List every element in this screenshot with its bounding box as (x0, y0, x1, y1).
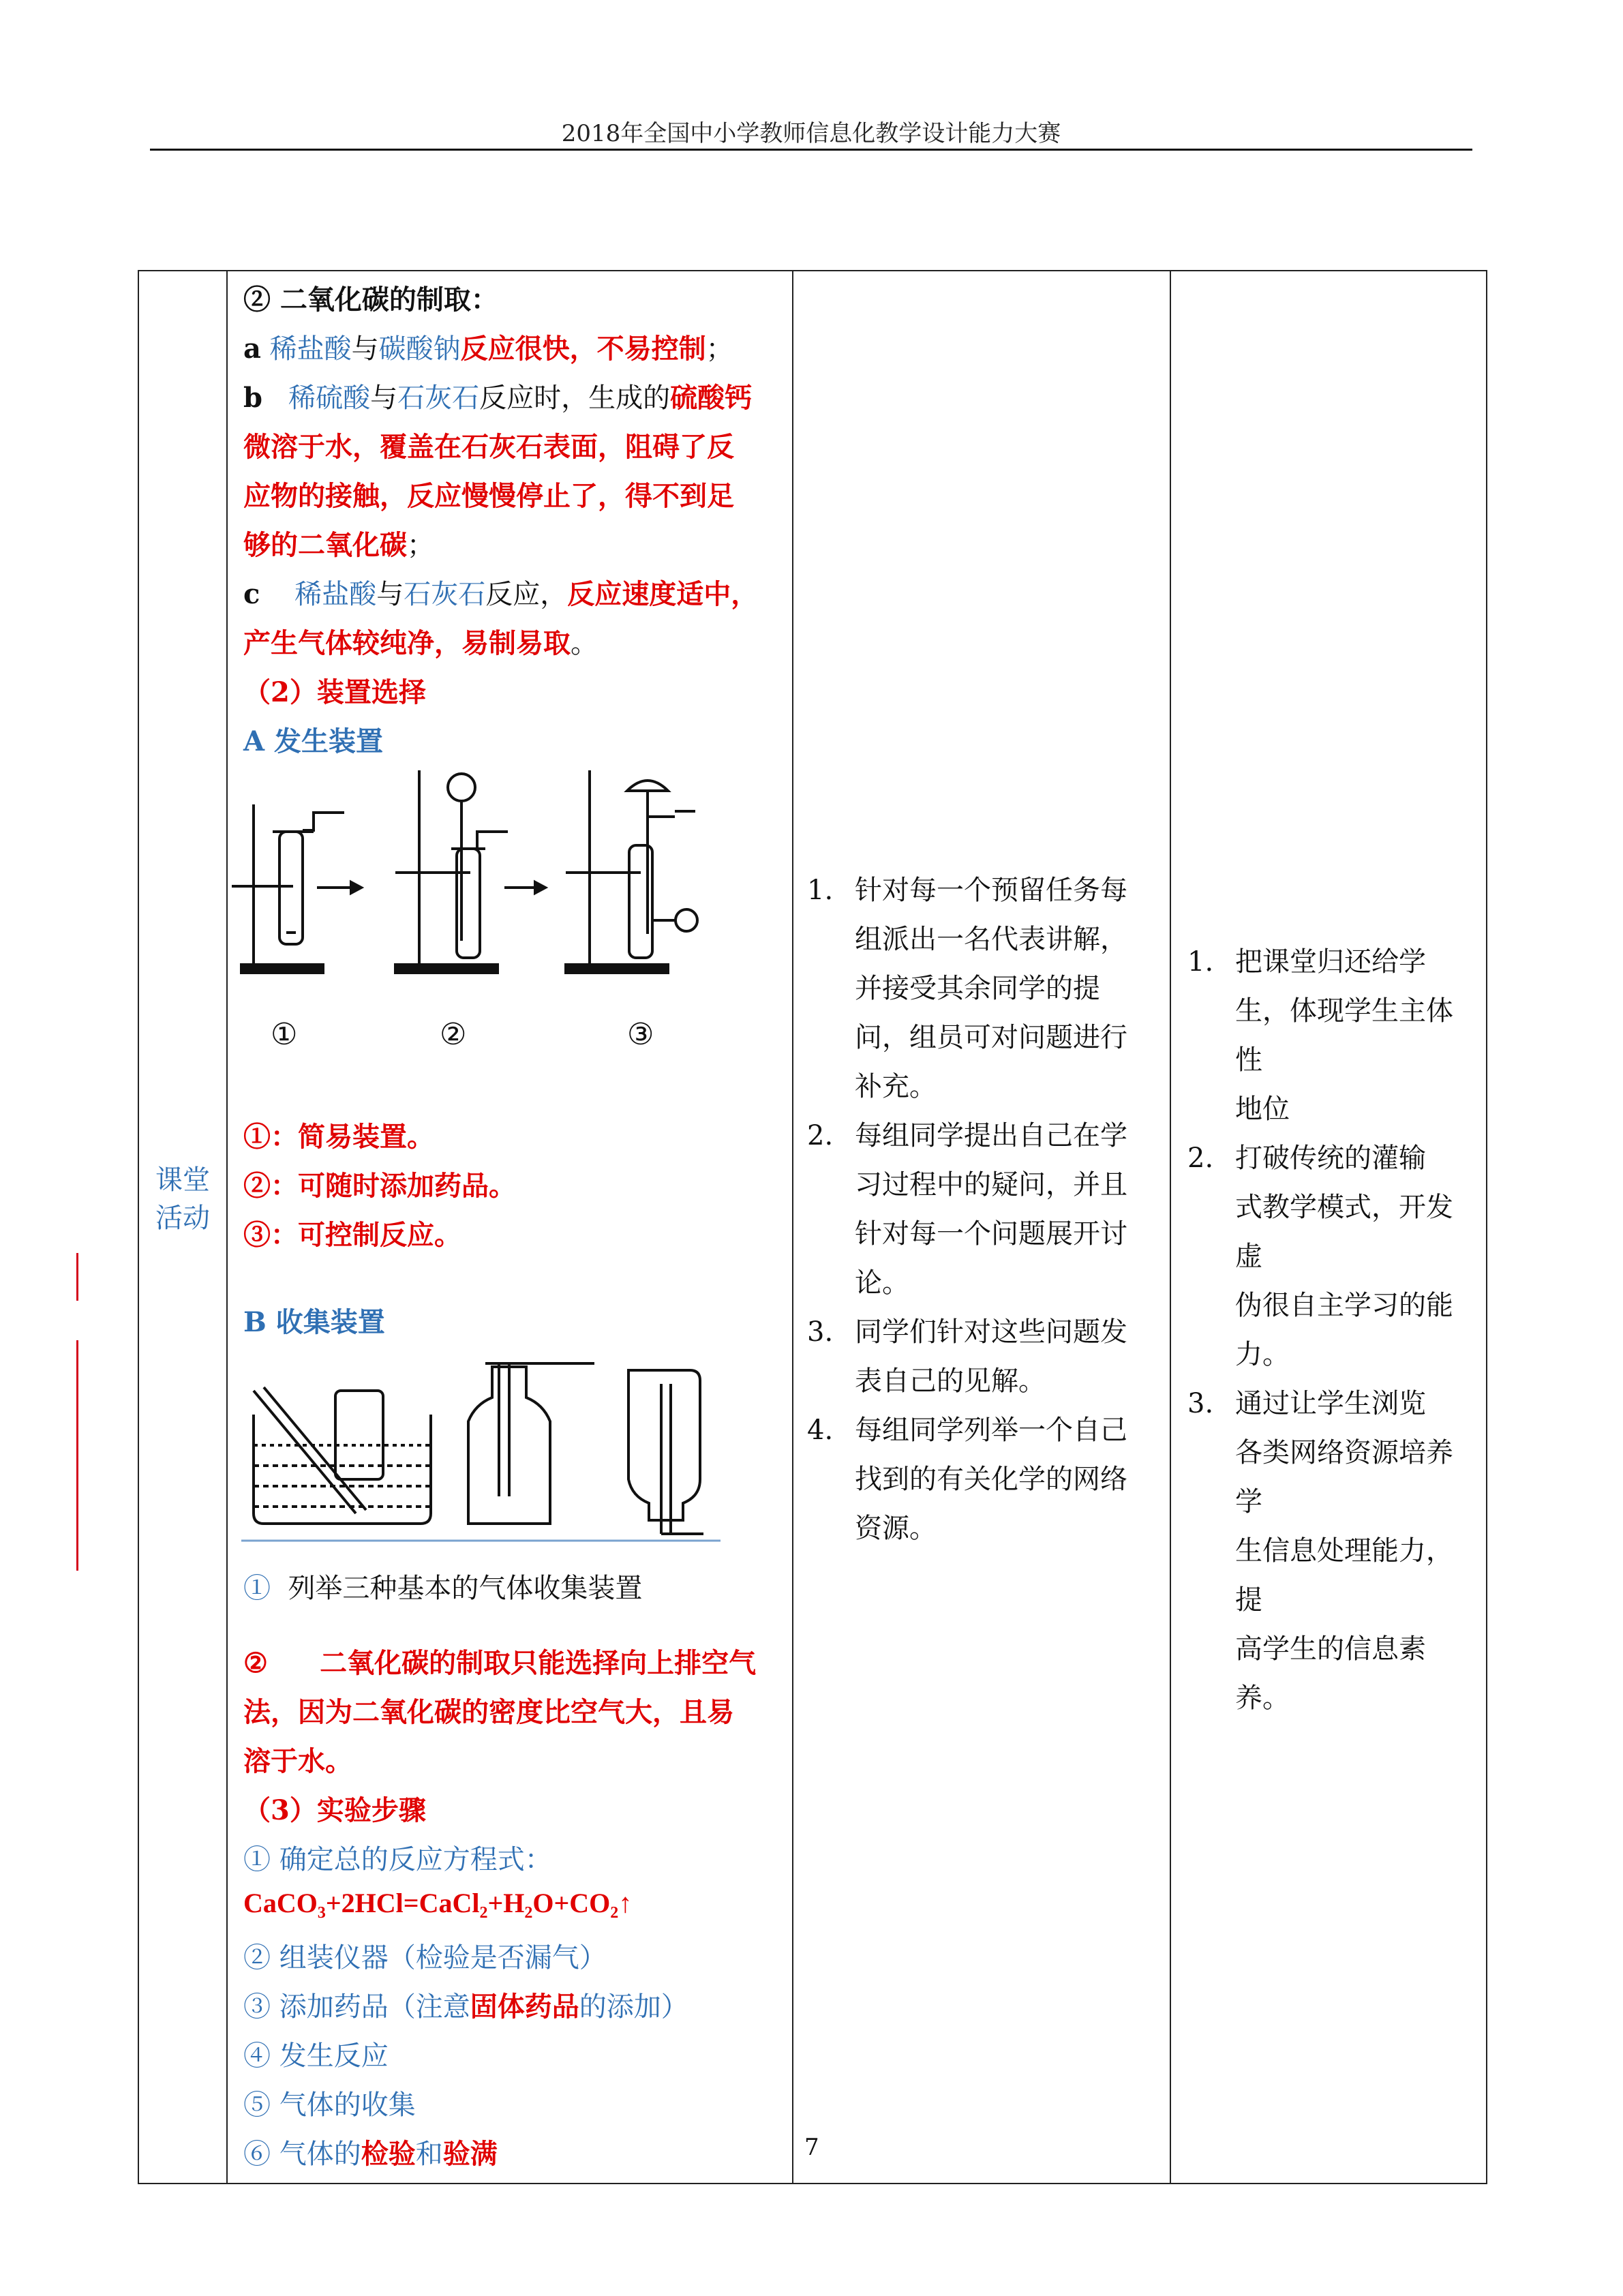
option-b-line-1: b 稀硫酸与石灰石反应时，生成的硫酸钙 (243, 382, 753, 414)
generator-label-3: ③ (627, 1017, 654, 1052)
generator-apparatus-figure (232, 764, 723, 982)
col3-item-1 (807, 866, 1148, 1111)
item2-title: ② 二氧化碳的制取： (243, 284, 498, 316)
section-label (139, 1161, 226, 1237)
col3-item-line: 论。 (855, 1267, 909, 1299)
option-a: a 稀盐酸与碳酸钠反应很快，不易控制； (243, 333, 733, 365)
collect-note-2-line-1: ② 二氧化碳的制取只能选择向上排空气 (243, 1647, 757, 1679)
device-note-1: ①：简易装置。 (243, 1121, 434, 1153)
option-b-line-3: 应物的接触，反应慢慢停止了，得不到足 (243, 480, 734, 512)
col3-item-line: 找到的有关化学的网络 (855, 1464, 1127, 1495)
col3-item-line: 补充。 (855, 1071, 937, 1102)
col3-item-3 (807, 1308, 1148, 1406)
student-activity-column (807, 866, 1148, 1553)
collect-note-2-line-2: 法，因为二氧化碳的密度比空气大，且易 (243, 1696, 734, 1728)
col3-item-line: 针对每一个问题展开讨 (855, 1218, 1127, 1250)
col3-item-text (855, 866, 1148, 1111)
col4-item-3 (1187, 1379, 1474, 1723)
margin-mark-top (76, 1253, 78, 1301)
collect-note-2-line-3: 溶于水。 (243, 1745, 352, 1777)
device-note-2: ②：可随时添加药品。 (243, 1170, 516, 1202)
option-b-line-4: 够的二氧化碳； (243, 529, 434, 561)
col4-item-2 (1187, 1134, 1474, 1379)
step-6: ⑥ 气体的检验和验满 (243, 2138, 498, 2170)
col3-item-number: 4. (807, 1415, 834, 1446)
col4-item-text (1235, 1379, 1474, 1723)
col4-item-line: 伪很自主学习的能 (1235, 1290, 1453, 1321)
option-c-line-1: c 稀盐酸与石灰石反应，反应速度适中， (243, 578, 759, 610)
col3-item-2 (807, 1111, 1148, 1308)
col4-item-line: 生，体现学生主体性 (1235, 995, 1453, 1076)
page-number: 7 (804, 2134, 819, 2161)
col3-item-line: 并接受其余同学的提 (855, 973, 1100, 1004)
col4-item-line: 高学生的信息素养。 (1235, 1633, 1426, 1714)
step-3: ③ 添加药品（注意固体药品的添加） (243, 1991, 688, 2023)
col4-item-line: 力。 (1235, 1339, 1290, 1370)
generator-label-1: ① (271, 1017, 298, 1052)
col3-item-line: 每组同学提出自己在学 (855, 1120, 1127, 1151)
col4-item-text (1235, 1134, 1474, 1379)
collect-note-1: ① 列举三种基本的气体收集装置 (243, 1573, 643, 1604)
section-label-line-2: 活动 (155, 1203, 210, 1234)
col3-item-text (855, 1308, 1148, 1406)
col3-item-text (855, 1111, 1148, 1308)
col4-item-number: 3. (1187, 1388, 1214, 1419)
col3-item-line: 问，组员可对问题进行 (855, 1022, 1127, 1053)
subsection-experiment-steps: （3）实验步骤 (243, 1794, 426, 1826)
collector-device-title: B 收集装置 (243, 1306, 385, 1338)
col4-item-line: 通过让学生浏览 (1235, 1388, 1426, 1419)
col3-item-line: 表自己的见解。 (855, 1365, 1046, 1397)
col3-item-number: 1. (807, 875, 834, 906)
col4-item-text (1235, 937, 1474, 1134)
step-5: ⑤ 气体的收集 (243, 2089, 416, 2121)
table-col-divider-1 (226, 270, 228, 2184)
step-2: ② 组装仪器（检验是否漏气） (243, 1942, 607, 1974)
col3-item-line: 资源。 (855, 1513, 937, 1544)
col3-item-text (855, 1406, 1148, 1553)
subsection-device-selection: （2）装置选择 (243, 676, 426, 708)
col4-item-line: 生信息处理能力，提 (1235, 1535, 1453, 1616)
col3-item-number: 3. (807, 1316, 834, 1348)
col4-item-line: 式教学模式，开发虚 (1235, 1192, 1453, 1272)
col3-item-line: 每组同学列举一个自己 (855, 1415, 1127, 1446)
device-note-3: ③：可控制反应。 (243, 1219, 461, 1251)
reaction-equation: CaCO₃+2HCl=CaCl₂+H₂O+CO₂↑ (243, 1888, 633, 1918)
col3-item-line: 同学们针对这些问题发 (855, 1316, 1127, 1348)
option-c-line-2: 产生气体较纯净，易制易取。 (243, 627, 598, 659)
table-col-divider-2 (792, 270, 793, 2184)
col4-item-line: 把课堂归还给学 (1235, 946, 1426, 978)
col4-item-number: 2. (1187, 1143, 1214, 1174)
col3-item-number: 2. (807, 1120, 834, 1151)
col4-item-1 (1187, 937, 1474, 1134)
col3-item-4 (807, 1406, 1148, 1553)
collector-apparatus-figure (240, 1357, 731, 1547)
page-header-title: 2018年全国中小学教师信息化教学设计能力大赛 (561, 120, 1061, 147)
option-b-line-2: 微溶于水，覆盖在石灰石表面，阻碍了反 (243, 431, 734, 463)
generator-device-title: A 发生装置 (243, 725, 383, 757)
col4-item-line: 打破传统的灌输 (1235, 1143, 1426, 1174)
table-col-divider-3 (1170, 270, 1171, 2184)
section-label-line-1: 课堂 (155, 1164, 210, 1196)
design-intent-column (1187, 937, 1474, 1723)
col3-item-line: 习过程中的疑问，并且 (855, 1169, 1127, 1200)
header-rule (150, 149, 1472, 151)
col4-item-line: 地位 (1235, 1093, 1290, 1125)
step-4: ④ 发生反应 (243, 2040, 389, 2072)
col4-item-line: 各类网络资源培养学 (1235, 1437, 1453, 1517)
col3-item-line: 针对每一个预留任务每 (855, 875, 1127, 906)
col4-item-number: 1. (1187, 946, 1214, 978)
step-1: ① 确定总的反应方程式： (243, 1844, 552, 1875)
generator-label-2: ② (440, 1017, 467, 1052)
col3-item-line: 组派出一名代表讲解， (855, 924, 1127, 955)
margin-mark-bottom (76, 1340, 78, 1571)
